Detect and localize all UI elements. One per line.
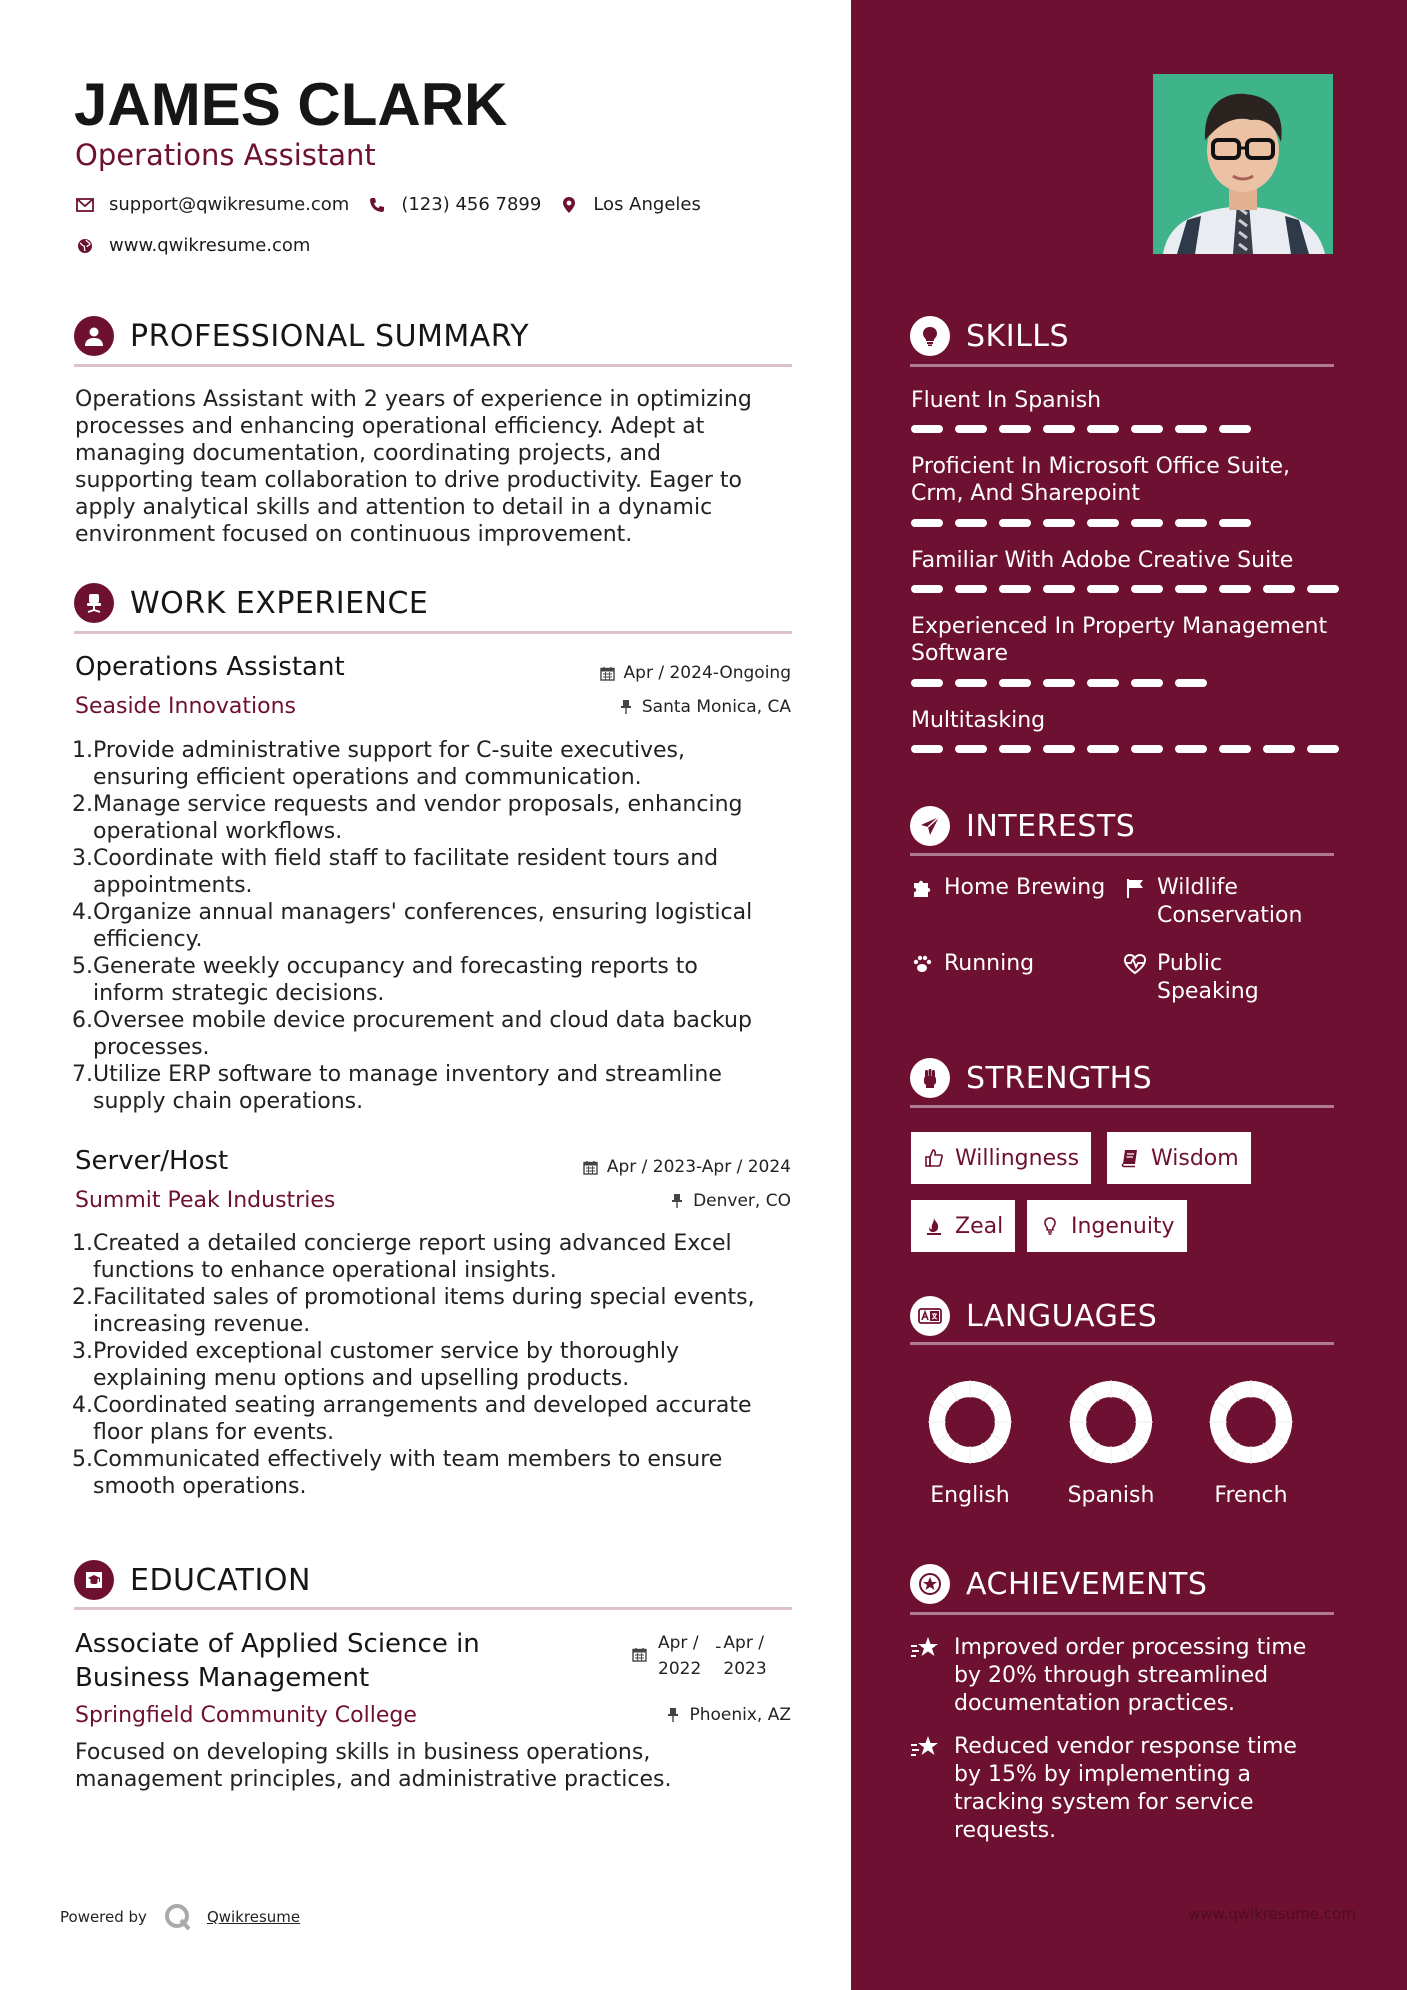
strength-chip <box>911 1132 1091 1184</box>
skill-dash <box>1175 679 1207 687</box>
skill-dash <box>911 519 943 527</box>
skill-item: Fluent In Spanish <box>911 388 1102 413</box>
job-place-text: Santa Monica, CA <box>641 697 791 717</box>
calendar-icon <box>583 1159 599 1175</box>
achievements-heading-text: ACHIEVEMENTS <box>966 1566 1208 1602</box>
candidate-title: Operations Assistant <box>75 138 376 172</box>
job-date <box>583 1157 791 1177</box>
skill-dash <box>1043 585 1075 593</box>
experience-divider <box>74 631 792 634</box>
skill-item: Multitasking <box>911 708 1046 733</box>
phone-number[interactable]: (123) 456 7899 <box>401 194 542 215</box>
fire-icon <box>923 1215 945 1237</box>
summary-line: Operations Assistant with 2 years of experience in optimizing <box>75 387 752 412</box>
job-date <box>600 663 791 683</box>
skill-dash <box>911 745 943 753</box>
strength-label: Ingenuity <box>1071 1213 1175 1239</box>
contact-row-1 <box>75 194 719 215</box>
interest-item: Running <box>910 950 1034 978</box>
strengths-heading-text: STRENGTHS <box>966 1060 1153 1096</box>
skill-dash <box>911 679 943 687</box>
education-line: Focused on developing skills in business operations, <box>75 1740 651 1765</box>
language-ring <box>1208 1379 1294 1465</box>
education-place <box>665 1705 791 1725</box>
summary-line: processes and enhancing operational efficiency. Adept at <box>75 414 705 439</box>
list-item: 7. Utilize ERP software to manage inventory and streamline supply chain operations. <box>72 1062 722 1114</box>
skill-dash <box>1087 679 1119 687</box>
summary-line: supporting team collaboration to drive productivity. Eager to <box>75 468 743 493</box>
fist-icon <box>910 1058 950 1098</box>
skill-level-bar <box>911 519 1263 527</box>
strength-label: Willingness <box>955 1145 1080 1171</box>
paper-plane-icon <box>910 806 950 846</box>
language-item <box>920 1379 1020 1508</box>
skill-dash <box>1219 585 1251 593</box>
puzzle-icon <box>910 876 934 900</box>
skill-level-bar <box>911 585 1351 593</box>
school-name: Springfield Community College <box>75 1703 417 1728</box>
skill-dash <box>1263 745 1295 753</box>
skill-dash <box>955 585 987 593</box>
skill-dash <box>1043 745 1075 753</box>
thumbs-up-icon <box>923 1147 945 1169</box>
powered-by <box>60 1902 300 1932</box>
strength-chip <box>1107 1132 1251 1184</box>
envelope-icon <box>75 195 95 215</box>
interests-heading-text: INTERESTS <box>966 808 1136 844</box>
book-icon <box>1119 1147 1141 1169</box>
interests-heading <box>910 806 1334 846</box>
skill-dash <box>1175 585 1207 593</box>
skills-heading-text: SKILLS <box>966 318 1070 354</box>
skill-dash <box>1175 425 1207 433</box>
skill-dash <box>1087 519 1119 527</box>
summary-text <box>75 386 795 548</box>
pushpin-icon <box>669 1193 685 1209</box>
lightbulb-icon <box>910 316 950 356</box>
job-role: Operations Assistant <box>75 652 345 682</box>
globe-icon <box>75 236 95 256</box>
profile-photo <box>1153 74 1333 254</box>
skill-dash <box>911 425 943 433</box>
shooting-star-icon <box>910 1634 940 1664</box>
list-item: 3. Coordinate with field staff to facilitate resident tours and appointments. <box>72 846 719 898</box>
qwikresume-link[interactable]: Qwikresume <box>206 1908 301 1926</box>
list-item: 3. Provided exceptional customer service by thoroughly explaining menu options and upselling products. <box>72 1339 679 1391</box>
education-end: Apr / 2023 <box>723 1633 767 1679</box>
skill-dash <box>999 745 1031 753</box>
language-item <box>1061 1379 1161 1508</box>
interest-item: Home Brewing <box>910 874 1105 902</box>
website-link[interactable]: www.qwikresume.com <box>109 235 311 256</box>
skill-level-bar <box>911 425 1263 433</box>
graduation-cap-icon <box>74 1560 114 1600</box>
summary-heading-text: PROFESSIONAL SUMMARY <box>130 318 530 354</box>
experience-heading <box>74 583 792 623</box>
flag-icon <box>1123 876 1147 900</box>
language-item <box>1201 1379 1301 1508</box>
languages-divider <box>910 1342 1334 1345</box>
languages-heading <box>910 1296 1334 1336</box>
skill-dash <box>1219 425 1251 433</box>
strength-label: Zeal <box>955 1213 1004 1239</box>
education-place-text: Phoenix, AZ <box>689 1705 791 1725</box>
job-place <box>618 697 791 717</box>
skill-dash <box>1087 425 1119 433</box>
language-ring <box>1068 1379 1154 1465</box>
skill-dash <box>1043 679 1075 687</box>
degree-title <box>75 1627 480 1695</box>
paw-icon <box>910 952 934 976</box>
skill-dash <box>1263 585 1295 593</box>
education-dates <box>632 1630 767 1682</box>
education-start: Apr / 2022 <box>658 1633 702 1679</box>
skills-heading <box>910 316 1334 356</box>
skill-dash <box>1307 585 1339 593</box>
summary-line: environment focused on continuous improvement. <box>75 522 633 547</box>
job-place-text: Denver, CO <box>693 1191 791 1211</box>
job-company: Summit Peak Industries <box>75 1188 336 1213</box>
lightbulb-outline-icon <box>1039 1215 1061 1237</box>
location-text: Los Angeles <box>593 194 701 215</box>
job-date-text: Apr / 2023-Apr / 2024 <box>606 1157 791 1177</box>
list-item: 5. Communicated effectively with team members to ensure smooth operations. <box>72 1447 723 1499</box>
skill-item: Familiar With Adobe Creative Suite <box>911 548 1294 573</box>
translate-icon <box>910 1296 950 1336</box>
achievements-heading <box>910 1564 1334 1604</box>
skill-dash <box>1131 585 1163 593</box>
strengths-heading <box>910 1058 1334 1098</box>
contact-row-2 <box>75 235 328 256</box>
language-name: Spanish <box>1067 1483 1155 1508</box>
job-role: Server/Host <box>75 1146 229 1176</box>
education-heading-text: EDUCATION <box>130 1562 311 1598</box>
skill-dash <box>1087 745 1119 753</box>
office-chair-icon <box>74 583 114 623</box>
summary-heading <box>74 316 792 356</box>
language-ring-fill <box>1078 1389 1144 1455</box>
qwikresume-logo-icon <box>163 1902 193 1932</box>
skill-dash <box>955 519 987 527</box>
calendar-icon <box>600 665 616 681</box>
interests-divider <box>910 853 1334 856</box>
skill-dash <box>1131 425 1163 433</box>
degree-line: Associate of Applied Science in <box>75 1629 480 1659</box>
skill-dash <box>999 585 1031 593</box>
list-item: 5. Generate weekly occupancy and forecasting reports to inform strategic decisions. <box>72 954 698 1006</box>
skill-dash <box>1175 745 1207 753</box>
star-badge-icon <box>910 1564 950 1604</box>
skill-dash <box>1131 519 1163 527</box>
skill-dash <box>1307 745 1339 753</box>
interest-item: Wildlife Conservation <box>1123 874 1302 930</box>
list-item: 6. Oversee mobile device procurement and cloud data backup processes. <box>72 1008 752 1060</box>
phone-icon <box>367 195 387 215</box>
interest-item: Public Speaking <box>1123 950 1259 1006</box>
list-item: 2. Facilitated sales of promotional items during special events, increasing revenue. <box>72 1285 755 1337</box>
email-link[interactable]: support@qwikresume.com <box>109 194 350 215</box>
skill-dash <box>999 425 1031 433</box>
strength-label: Wisdom <box>1151 1145 1239 1171</box>
skill-item: Experienced In Property Management Software <box>911 614 1328 666</box>
map-pin-icon <box>559 195 579 215</box>
calendar-icon <box>632 1647 648 1663</box>
degree-line: Business Management <box>75 1663 370 1693</box>
summary-divider <box>74 364 792 367</box>
skill-dash <box>1087 585 1119 593</box>
education-divider <box>74 1607 792 1610</box>
skill-dash <box>1043 519 1075 527</box>
language-name: English <box>930 1483 1010 1508</box>
job-date-text: Apr / 2024-Ongoing <box>623 663 791 683</box>
pushpin-icon <box>618 699 634 715</box>
education-description <box>75 1739 795 1793</box>
job-duties-list <box>72 737 795 1115</box>
user-icon <box>74 316 114 356</box>
skill-dash <box>955 679 987 687</box>
achievements-divider <box>910 1612 1334 1615</box>
skill-dash <box>999 519 1031 527</box>
shooting-star-icon <box>910 1733 940 1763</box>
skill-dash <box>999 679 1031 687</box>
skill-dash <box>1175 519 1207 527</box>
list-item: 4. Organize annual managers' conferences, ensuring logistical efficiency. <box>72 900 753 952</box>
summary-line: apply analytical skills and attention to detail in a dynamic <box>75 495 713 520</box>
list-item: 4. Coordinated seating arrangements and developed accurate floor plans for events. <box>72 1393 752 1445</box>
date-separator: - <box>715 1637 722 1657</box>
languages-heading-text: LANGUAGES <box>966 1298 1158 1334</box>
language-ring-fill <box>937 1389 1003 1455</box>
strength-chip <box>1027 1200 1187 1252</box>
pushpin-icon <box>665 1707 681 1723</box>
skill-level-bar <box>911 679 1219 687</box>
watermark-text: www.qwikresume.com <box>1188 1905 1356 1923</box>
job-company: Seaside Innovations <box>75 694 296 719</box>
achievement-item: Reduced vendor response time by 15% by implementing a tracking system for service requests. <box>910 1733 1330 1845</box>
language-name: French <box>1214 1483 1288 1508</box>
list-item: 1. Created a detailed concierge report using advanced Excel functions to enhance operational insights. <box>72 1231 732 1283</box>
skill-item: Proficient In Microsoft Office Suite, Crm, And Sharepoint <box>911 454 1290 506</box>
experience-heading-text: WORK EXPERIENCE <box>130 585 429 621</box>
skill-dash <box>955 745 987 753</box>
strength-chip <box>911 1200 1015 1252</box>
list-item: 2. Manage service requests and vendor proposals, enhancing operational workflows. <box>72 792 743 844</box>
list-item: 1. Provide administrative support for C-suite executives, ensuring efficient operations and communication. <box>72 738 685 790</box>
job-duties-list <box>72 1230 795 1500</box>
strengths-divider <box>910 1105 1334 1108</box>
skill-level-bar <box>911 745 1351 753</box>
heartbeat-icon <box>1123 952 1147 976</box>
powered-by-label: Powered by <box>60 1908 147 1926</box>
language-ring-fill <box>1218 1389 1284 1455</box>
language-ring <box>927 1379 1013 1465</box>
achievement-item: Improved order processing time by 20% through streamlined documentation practices. <box>910 1634 1330 1718</box>
skill-dash <box>1219 519 1251 527</box>
skill-dash <box>1219 745 1251 753</box>
skill-dash <box>1043 425 1075 433</box>
skill-dash <box>955 425 987 433</box>
skill-dash <box>1131 745 1163 753</box>
skill-dash <box>911 585 943 593</box>
summary-line: managing documentation, coordinating projects, and <box>75 441 661 466</box>
education-line: management principles, and administrative practices. <box>75 1767 672 1792</box>
education-heading <box>74 1560 792 1600</box>
skills-divider <box>910 364 1334 367</box>
candidate-name: JAMES CLARK <box>74 71 508 138</box>
skill-dash <box>1131 679 1163 687</box>
job-place <box>669 1191 791 1211</box>
